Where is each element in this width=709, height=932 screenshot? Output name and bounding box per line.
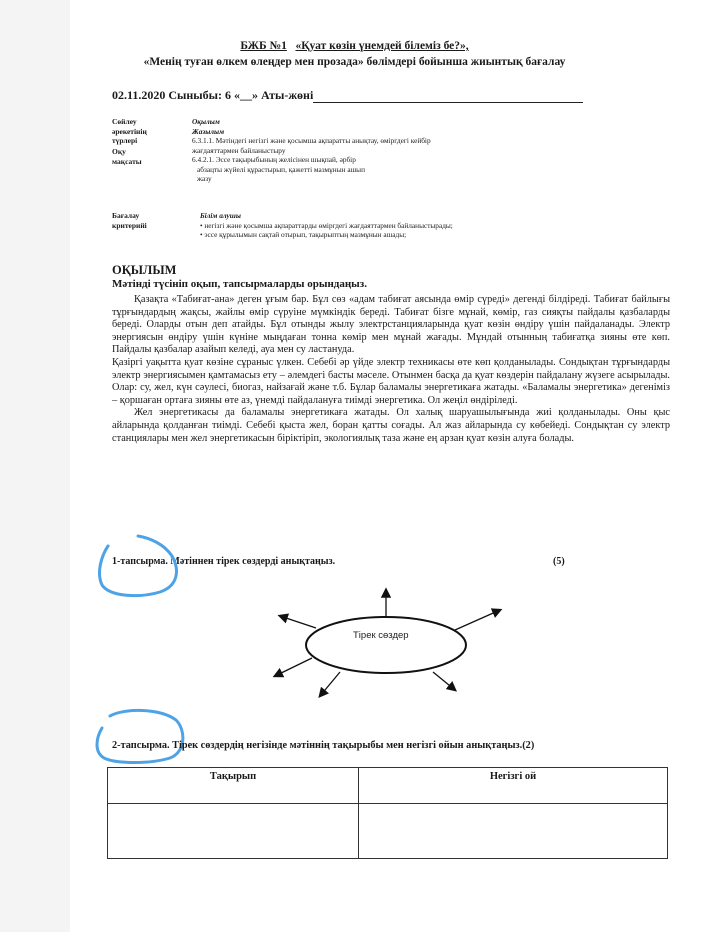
- column-header-topic: Тақырып: [108, 768, 359, 804]
- oval-label: Тірек сөздер: [353, 630, 409, 641]
- paragraph-3: Жел энергетикасы да баламалы энергетикаға жатады. Ол халық шаруашылығында жиі қолданылады. Оны қыс айларында қолданған тиімді. Себебі қыста жел, боран қатты соғады. Ал жаз айларында су көбейеді. Сондықтан су электр станциялары мен жел энергетикасын біріктіріп, экологиялық таза және ең арзан қуат көзін алуға болады.: [112, 407, 670, 444]
- arrow-down-left: [320, 672, 340, 696]
- task-1-label: 1-тапсырма. Мәтіннен тірек сөздерді анықтаңыз.: [112, 556, 336, 567]
- annotation-circle-2: [97, 710, 183, 762]
- arrow-upper-left: [280, 616, 316, 628]
- arrow-down-right: [433, 672, 455, 690]
- criteria-list: Білім алушы • негізгі және қосымша ақпараттарды өміргдегі жағдаяттармен байланыстырады; • эссе құрылымын сақтай отырып, тақырыптың мазмұнын ашады;: [200, 211, 453, 239]
- annotation-circle-1: [100, 536, 177, 596]
- document-subtitle: «Менің туған өлкем өлеңдер мен прозада» бөлімдері бойынша жиынтық бағалау: [143, 56, 566, 68]
- answer-cell-topic[interactable]: [108, 804, 359, 859]
- arrow-upper-right: [455, 610, 500, 630]
- paragraph-2: Қазіргі уақытта қуат көзіне сұраныс үлкен. Себебі әр үйде электр техникасы өте көп қолданылады. Сондықтан тұрғындарды электр энергиясымен қамтамасыз ету – әлемдегі басты мәселе. Отынмен басқа да қуат көздерін пайдалану жүзеге асырылады. Олар: су, жел, күн сәулесі, биогаз, найзағай және т.б. Бұлар баламалы энергетикаға жатады. «Баламалы энергетика» дегеніміз – қоршаған ортаға зияны өте аз, үнемді пайдалануға тиімді энергетика. Ол жеңіл өндіріледі.: [112, 356, 670, 406]
- answer-table: [107, 767, 668, 859]
- answer-cell-main-idea[interactable]: [359, 804, 668, 859]
- section-title: ОҚЫЛЫМ: [112, 263, 177, 277]
- criteria-label: Бағалау критерийі: [112, 211, 147, 230]
- task-1-score: (5): [553, 556, 565, 567]
- title-code: БЖБ №1: [240, 40, 287, 52]
- paragraph-1: Қазақта «Табиғат-ана» деген ұғым бар. Бұл сөз «адам табиғат аясында өмір сүреді» дегенді білдіреді. Табиғат байлығы тұрғындардың жақсы, жайлы өмір сүруіне мүмкіндік береді. Табиғат бізге мұнай, көмір, газ сияқты пайдалы қазбаларды береді. Оларды отын деп атайды. Бұл отынды жылу электрстанцияларында қуат көзін өндіру үшін пайдаланады. Электр энергиясын өндіру үшін күніне мыңдаған тонна көмір мен мұнай жағады. Мұндай отынның табиғатқа зияны өте көп. Пайдалы қазбалар азайып келеді, ауа мен су ластануда.: [112, 294, 670, 356]
- skills-label: Сөйлеу әрекетінің түрлері: [112, 117, 147, 145]
- column-header-main-idea: Негізгі ой: [359, 768, 668, 804]
- goals-label: Оқу мақсаты: [112, 147, 142, 166]
- keyword-oval: [306, 617, 466, 673]
- section-instruction: Мәтінді түсініп оқып, тапсырмаларды орындаңыз.: [112, 278, 367, 290]
- arrow-lower-left: [275, 658, 312, 676]
- task-2-label: 2-тапсырма. Тірек сөздердің негізінде мәтіннің тақырыбы мен негізгі ойын анықтаңыз.(2): [112, 740, 535, 751]
- date-class-name-line: 02.11.2020 Сыныбы: 6 «__» Аты-жөні: [112, 88, 583, 103]
- title-quote: «Қуат көзін үнемдей білеміз бе?»,: [295, 40, 469, 52]
- skills-and-goals: Оқылым Жазылым 6.3.1.1. Мәтіндегі негізгі және қосымша ақпаратты анықтау, өміргдегі кейбір жағдаяттармен байланыстыру 6.4.2.1. Эссе тақырыбының желісінен шықпай, әрбір абзацты жүйелі құрастырып, қажетті мазмұнын ашып жазу: [192, 117, 431, 183]
